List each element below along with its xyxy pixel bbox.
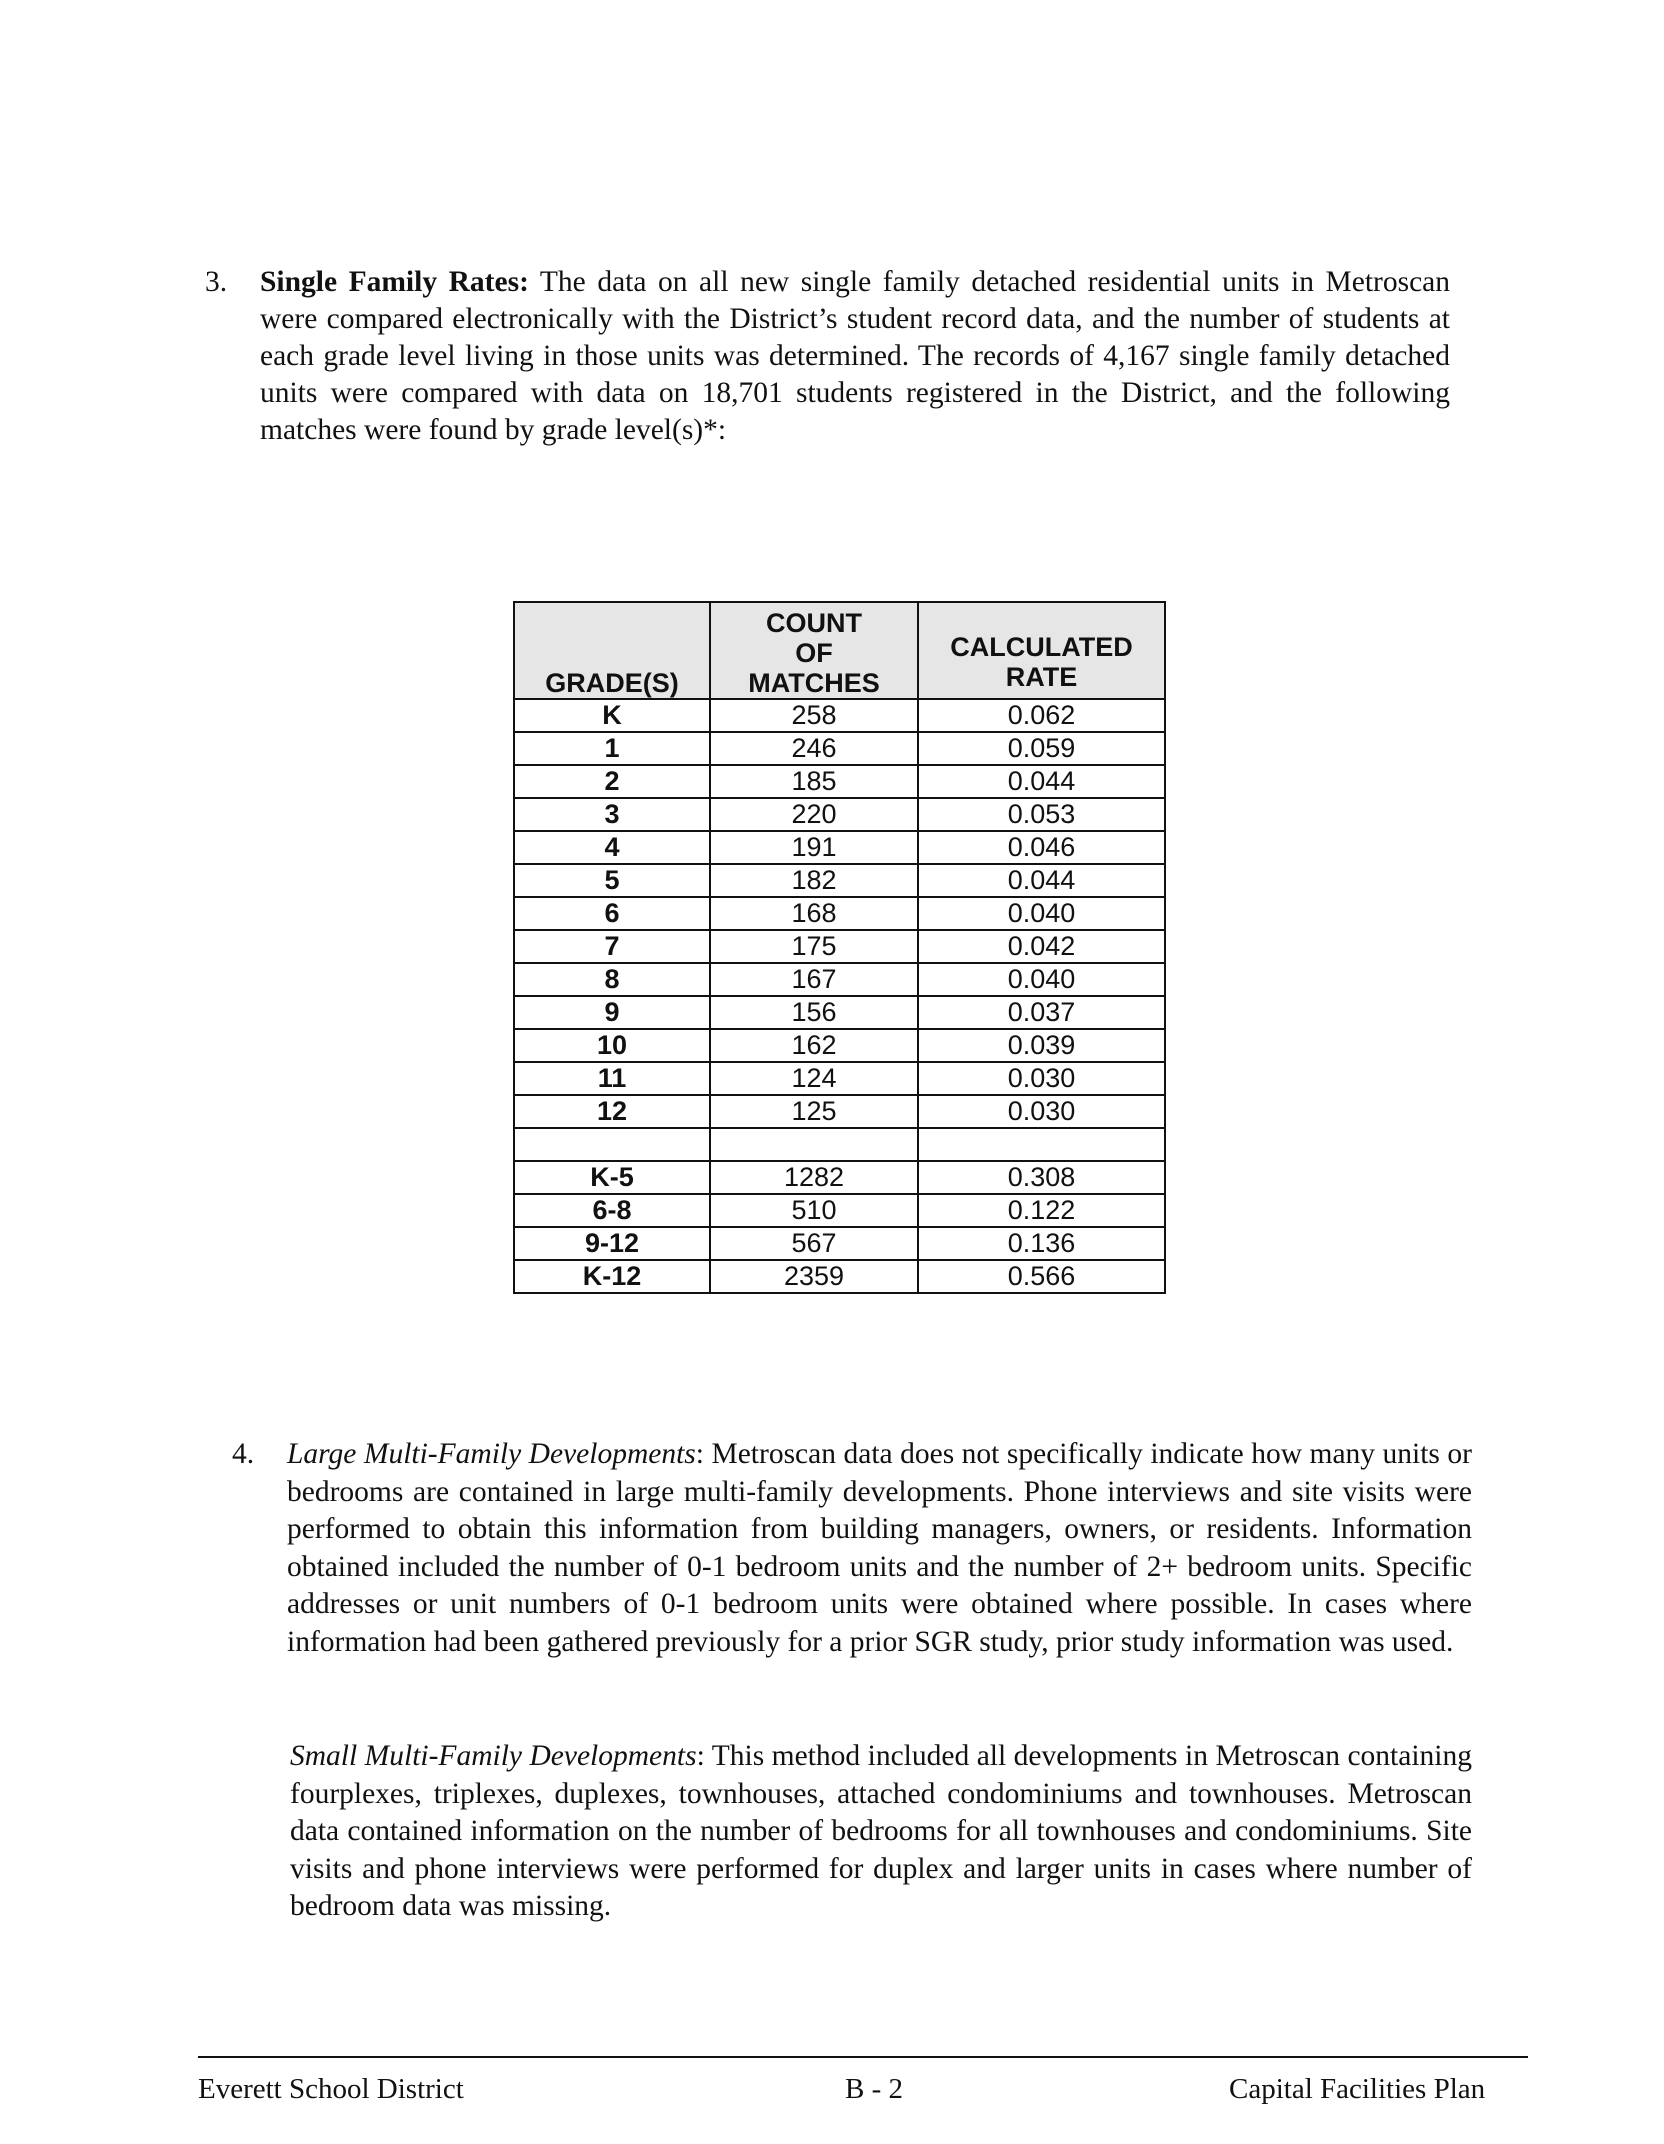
count-cell: 191 bbox=[710, 831, 918, 864]
table-spacer-row bbox=[514, 1128, 1165, 1161]
table-total-row bbox=[514, 1194, 1165, 1227]
count-cell: 182 bbox=[710, 864, 918, 897]
rate-cell: 0.053 bbox=[918, 798, 1165, 831]
table-total-row bbox=[514, 1260, 1165, 1293]
table-row bbox=[514, 699, 1165, 732]
count-cell: 167 bbox=[710, 963, 918, 996]
count-cell: 175 bbox=[710, 930, 918, 963]
count-cell: 185 bbox=[710, 765, 918, 798]
table-row bbox=[514, 1029, 1165, 1062]
grade-cell: 7 bbox=[514, 930, 710, 963]
footer-divider bbox=[198, 2056, 1528, 2058]
grade-cell: 2 bbox=[514, 765, 710, 798]
grade-cell: 6 bbox=[514, 897, 710, 930]
item-paragraph bbox=[260, 264, 1450, 449]
rate-cell: 0.122 bbox=[918, 1194, 1165, 1227]
grade-cell: 10 bbox=[514, 1029, 710, 1062]
table-total-row bbox=[514, 1227, 1165, 1260]
rate-cell: 0.136 bbox=[918, 1227, 1165, 1260]
footer-plan-title: Capital Facilities Plan bbox=[1229, 2073, 1486, 2105]
count-cell: 567 bbox=[710, 1227, 918, 1260]
rate-cell: 0.040 bbox=[918, 963, 1165, 996]
table-row bbox=[514, 831, 1165, 864]
table-row bbox=[514, 996, 1165, 1029]
count-cell: 124 bbox=[710, 1062, 918, 1095]
table-row bbox=[514, 732, 1165, 765]
footer-page-number: B - 2 bbox=[845, 2073, 903, 2105]
grade-cell: K-12 bbox=[514, 1260, 710, 1293]
count-cell: 220 bbox=[710, 798, 918, 831]
grade-cell: K-5 bbox=[514, 1161, 710, 1194]
rate-cell: 0.044 bbox=[918, 864, 1165, 897]
table-row bbox=[514, 897, 1165, 930]
rate-cell: 0.037 bbox=[918, 996, 1165, 1029]
rate-cell: 0.308 bbox=[918, 1161, 1165, 1194]
item-text: : Metroscan data does not specifically indicate how many units or bedrooms are contained in large multi-family developments. Phone interviews and site visits were performed to obtain this information from building managers, owners, or residents. Information obtained included the number of 0-1 bedroom units and the number of 2+ bedroom units. Specific addresses or unit numbers of 0-1 bedroom units were obtained where possible. In cases where information had been gathered previously for a prior SGR study, prior study information was used. bbox=[287, 1438, 1472, 1658]
rate-cell: 0.046 bbox=[918, 831, 1165, 864]
rate-cell: 0.030 bbox=[918, 1062, 1165, 1095]
table-row bbox=[514, 798, 1165, 831]
item-text: The data on all new single family detached residential units in Metroscan were compared electronically with the District’s student record data, and the number of students at each grade level living in those units was determined. The records of 4,167 single family detached units were compared with data on 18,701 students registered in the District, and the following matches were found by grade level(s)*: bbox=[260, 266, 1451, 446]
rate-cell: 0.030 bbox=[918, 1095, 1165, 1128]
rate-cell: 0.566 bbox=[918, 1260, 1165, 1293]
grade-cell: 11 bbox=[514, 1062, 710, 1095]
count-cell: 258 bbox=[710, 699, 918, 732]
rate-cell: 0.042 bbox=[918, 930, 1165, 963]
rate-cell: 0.059 bbox=[918, 732, 1165, 765]
table-header-row bbox=[514, 602, 1165, 699]
grade-cell: 12 bbox=[514, 1095, 710, 1128]
table-row bbox=[514, 1095, 1165, 1128]
count-cell: 2359 bbox=[710, 1260, 918, 1293]
footer-district: Everett School District bbox=[198, 2073, 464, 2105]
item-number: 4. bbox=[232, 1438, 255, 1470]
count-cell: 1282 bbox=[710, 1161, 918, 1194]
table-row bbox=[514, 765, 1165, 798]
header-count: COUNT OF MATCHES bbox=[710, 602, 918, 699]
count-cell: 168 bbox=[710, 897, 918, 930]
header-grade: GRADE(S) bbox=[514, 602, 710, 699]
rate-cell: 0.062 bbox=[918, 699, 1165, 732]
rate-cell: 0.039 bbox=[918, 1029, 1165, 1062]
table-row bbox=[514, 864, 1165, 897]
paragraph-text: : This method included all developments in Metroscan containing fourplexes, triplexes, duplexes, townhouses, attached condominiums and townhouses. Metroscan data contained information on the number of bedrooms for all townhouses and condominiums. Site visits and phone interviews were performed for duplex and larger units in cases where number of bedroom data was missing. bbox=[290, 1740, 1472, 1922]
grade-cell: 5 bbox=[514, 864, 710, 897]
grade-cell: K bbox=[514, 699, 710, 732]
item-paragraph bbox=[287, 1436, 1472, 1661]
item-number: 3. bbox=[205, 266, 228, 298]
grade-matches-table bbox=[513, 601, 1164, 1294]
table-total-row bbox=[514, 1161, 1165, 1194]
item-heading: Large Multi-Family Developments bbox=[287, 1438, 696, 1470]
table-row bbox=[514, 930, 1165, 963]
small-multi-family-paragraph bbox=[290, 1738, 1472, 1926]
count-cell: 510 bbox=[710, 1194, 918, 1227]
grade-cell: 9 bbox=[514, 996, 710, 1029]
count-cell: 162 bbox=[710, 1029, 918, 1062]
item-heading: Single Family Rates: bbox=[260, 266, 529, 298]
count-cell: 246 bbox=[710, 732, 918, 765]
header-rate: CALCULATED RATE bbox=[918, 602, 1165, 699]
grade-cell: 4 bbox=[514, 831, 710, 864]
table-row bbox=[514, 1062, 1165, 1095]
grade-cell: 9-12 bbox=[514, 1227, 710, 1260]
grade-cell: 1 bbox=[514, 732, 710, 765]
grade-cell: 6-8 bbox=[514, 1194, 710, 1227]
paragraph-heading: Small Multi-Family Developments bbox=[290, 1740, 697, 1772]
table-row bbox=[514, 963, 1165, 996]
grade-cell: 8 bbox=[514, 963, 710, 996]
rate-cell: 0.040 bbox=[918, 897, 1165, 930]
count-cell: 156 bbox=[710, 996, 918, 1029]
count-cell: 125 bbox=[710, 1095, 918, 1128]
rate-cell: 0.044 bbox=[918, 765, 1165, 798]
grade-cell: 3 bbox=[514, 798, 710, 831]
